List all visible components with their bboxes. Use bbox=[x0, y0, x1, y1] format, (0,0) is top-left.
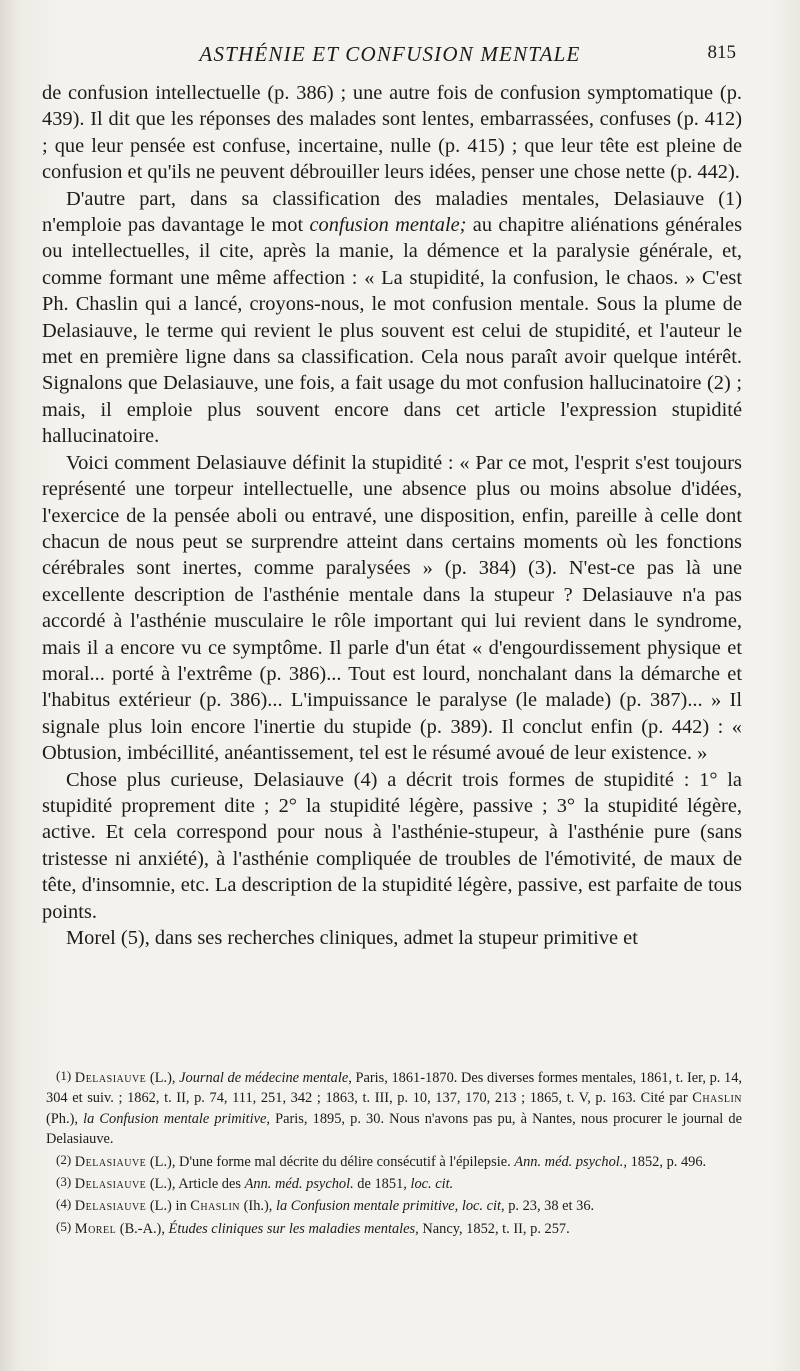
footnote-text: Paris, 1861-1870. Des diverses formes mentales, 1861, t. Ier, p. 14, 304 et suiv. ; 1862, t. II, p. 74, 111, 251, 342 ; 1863, t. III, p. 10, 137, 170, 213 ; 1865, t. V, p. 163. Cité par bbox=[46, 1070, 742, 1107]
footnote-title: la Confusion mentale primitive, bbox=[83, 1110, 270, 1127]
footnote-author: Delasiauve bbox=[74, 1153, 147, 1170]
footnote-number: (1) bbox=[56, 1068, 72, 1083]
footnote-text: 1852, p. 496. bbox=[627, 1153, 707, 1170]
footnote-author: Chaslin bbox=[692, 1090, 742, 1107]
footnote-author: Chaslin bbox=[190, 1198, 241, 1215]
footnote-number: (3) bbox=[56, 1174, 72, 1190]
footnote bbox=[46, 1217, 742, 1239]
paragraph-text: Voici comment Delasiauve définit la stupidité : « Par ce mot, l'esprit s'est toujours représenté une torpeur intellectuelle, une absence plus ou moins absolue d'idées, l'exercice de la pensée aboli ou entravé, une disposition, enfin, pareille à celle dont chacun de nous peut se surprendre atteint dans certains moments où les fonctions cérébrales sont inertes, comme paralysées » (p. 384) (3). N'est-ce pas là une excellente description de l'asthénie mentale dans la stupeur ? Delasiauve n'a pas accordé à l'asthénie musculaire le rôle important qui lui revient dans le syndrome, mais il a encore vu ce symptôme. Il parle d'un état « d'engourdissement physique et moral... porté à l'extrême (p. 386)... Tout est lourd, nonchalant dans la démarche et l'habitus extérieur (p. 386)... L'impuissance le paralyse (le malade) (p. 387)... » Il signale plus loin encore l'inertie du stupide (p. 389). Il conclut enfin (p. 442) : « Obtusion, imbécillité, anéantissement, tel est le résumé avoué de leur existence. » bbox=[42, 451, 742, 765]
footnote-text: Paris, 1895, p. 30. Nous n'avons pas pu, à Nantes, nous procurer le journal de Delasiauve. bbox=[46, 1110, 742, 1148]
footnote-author: Delasiauve bbox=[74, 1198, 147, 1215]
paragraph bbox=[42, 450, 742, 767]
page-number: 815 bbox=[707, 42, 736, 63]
footnote-text: de 1851, bbox=[353, 1176, 411, 1193]
footnote-text: (L.) in bbox=[146, 1198, 191, 1215]
footnote-text: (L.), D'une forme mal décrite du délire consécutif à l'épilepsie. bbox=[146, 1153, 515, 1170]
footnote-text: Nancy, 1852, t. II, p. 257. bbox=[418, 1220, 570, 1237]
footnote-text: (L.), bbox=[146, 1070, 180, 1086]
footnote-number: (5) bbox=[56, 1218, 72, 1234]
footnote bbox=[46, 1172, 742, 1194]
paragraph-text: D'autre part, dans sa classification des maladies mentales, Delasiauve (1) n'emploie pas davantage le mot bbox=[42, 187, 742, 237]
italic-term: confusion mentale; bbox=[309, 214, 467, 237]
footnote-number: (2) bbox=[56, 1151, 72, 1167]
footnote-number: (4) bbox=[56, 1196, 72, 1212]
footnote bbox=[46, 1194, 742, 1216]
footnote-author: Delasiauve bbox=[74, 1070, 147, 1086]
body-text bbox=[42, 80, 742, 951]
footnote-title: la Confusion mentale primitive, loc. cit, bbox=[275, 1198, 505, 1215]
paragraph-text: au chapitre aliénations générales ou intellectuelles, il cite, après la manie, la démence et la paralysie générale, et, comme formant une même affection : « La stupidité, la confusion, le chaos. » C'est Ph. Chaslin qui a lancé, croyons-nous, le mot confusion mentale. Sous la plume de Delasiauve, le terme qui revient le plus souvent est celui de stupidité, et l'auteur le met en première ligne dans sa classification. Cela nous paraît avoir quelque intérêt. Signalons que Delasiauve, une fois, a fait usage du mot confusion hallucinatoire (2) ; mais, il emploie plus souvent encore dans cet article l'expression stupidité hallucinatoire. bbox=[42, 214, 742, 448]
footnote-text: (Ih.), bbox=[240, 1198, 276, 1215]
page-header bbox=[40, 40, 740, 68]
footnote-title: Études cliniques sur les maladies mentales, bbox=[168, 1220, 419, 1237]
paragraph bbox=[42, 925, 742, 951]
running-title: ASTHÉNIE ET CONFUSION MENTALE bbox=[199, 42, 581, 66]
paragraph-text: de confusion intellectuelle (p. 386) ; une autre fois de confusion symptomatique (p. 439). Il dit que les réponses des malades sont lentes, embarrassées, confuses (p. 412) ; que leur pensée est confuse, incertaine, nulle (p. 415) ; que leur tête est pleine de confusion et qu'ils ne peuvent débrouiller leurs idées, penser une chose nette (p. 442). bbox=[42, 82, 742, 184]
footnote-title: Journal de médecine mentale, bbox=[179, 1070, 352, 1086]
footnote-text: p. 23, 38 et 36. bbox=[504, 1198, 595, 1215]
footnote-title: Ann. méd. psychol. bbox=[244, 1176, 354, 1193]
footnote-title: Ann. méd. psychol., bbox=[514, 1153, 627, 1170]
paragraph bbox=[42, 80, 742, 186]
footnote-author: Delasiauve bbox=[74, 1176, 147, 1193]
paragraph bbox=[42, 186, 742, 450]
footnote-text: (L.), Article des bbox=[146, 1176, 245, 1193]
footnote-author: Morel bbox=[74, 1220, 117, 1237]
footnote bbox=[46, 1066, 742, 1150]
footnote-text: (Ph.), bbox=[46, 1110, 84, 1127]
footnote-text: (B.-A.), bbox=[116, 1220, 169, 1237]
footnotes bbox=[46, 1066, 742, 1239]
paragraph-text: Chose plus curieuse, Delasiauve (4) a décrit trois formes de stupidité : 1° la stupidité proprement dite ; 2° la stupidité légère, passive ; 3° la stupidité légère, active. Et cela correspond pour nous à l'asthénie-stupeur, à l'asthénie pure (sans tristesse ni anxiété), à l'asthénie compliquée de troubles de l'émotivité, de maux de tête, d'insomnie, etc. La description de la stupidité légère, passive, est parfaite de tous points. bbox=[42, 768, 742, 923]
paragraph-text: Morel (5), dans ses recherches cliniques, admet la stupeur primitive et bbox=[66, 927, 638, 949]
paragraph bbox=[42, 767, 742, 925]
footnote-title: loc. cit. bbox=[410, 1176, 454, 1193]
footnote bbox=[46, 1150, 742, 1172]
